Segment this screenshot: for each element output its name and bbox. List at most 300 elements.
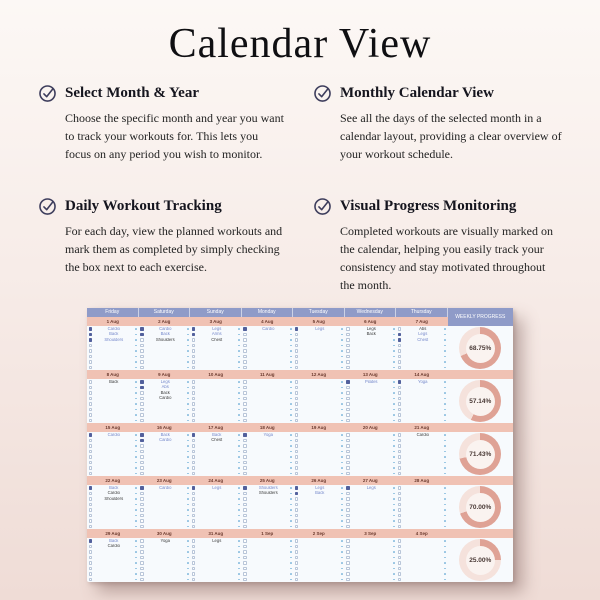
exercise-checkbox[interactable] xyxy=(346,545,350,549)
date-filler-cell xyxy=(448,529,514,538)
exercise-checkbox[interactable] xyxy=(89,344,93,348)
exercise-checkbox[interactable] xyxy=(89,450,93,454)
week-body xyxy=(87,326,513,370)
exercise-checkbox[interactable] xyxy=(398,461,402,465)
exercise-checkbox[interactable] xyxy=(192,525,196,529)
exercise-checkbox[interactable] xyxy=(140,567,144,571)
exercise-checkbox[interactable] xyxy=(295,349,299,353)
exercise-checkbox[interactable] xyxy=(140,366,144,370)
exercise-checkbox[interactable] xyxy=(89,466,93,470)
exercise-checkbox[interactable] xyxy=(295,503,299,507)
cell-marker-icon xyxy=(238,350,240,352)
exercise-checkbox[interactable] xyxy=(243,503,247,507)
exercise-checkbox[interactable] xyxy=(398,567,402,571)
exercise-checkbox[interactable] xyxy=(192,472,196,476)
exercise-checkbox[interactable] xyxy=(140,508,144,512)
exercise-checkbox[interactable] xyxy=(346,450,350,454)
exercise-checkbox[interactable] xyxy=(398,572,402,576)
exercise-checkbox[interactable] xyxy=(192,455,196,459)
exercise-checkbox[interactable] xyxy=(398,366,402,370)
exercise-checkbox[interactable] xyxy=(140,461,144,465)
exercise-checkbox[interactable] xyxy=(398,386,402,390)
exercise-checkbox[interactable] xyxy=(346,525,350,529)
exercise-checkbox[interactable] xyxy=(295,519,299,523)
exercise-checkbox[interactable] xyxy=(243,508,247,512)
exercise-checkbox[interactable] xyxy=(295,433,299,437)
exercise-checkbox[interactable] xyxy=(346,550,350,554)
cell-marker-icon xyxy=(135,434,137,436)
exercise-checkbox[interactable] xyxy=(398,545,402,549)
exercise-checkbox[interactable] xyxy=(140,519,144,523)
exercise-checkbox[interactable] xyxy=(243,344,247,348)
exercise-checkbox[interactable] xyxy=(295,439,299,443)
cell-marker-icon xyxy=(238,551,240,553)
exercise-checkbox[interactable] xyxy=(140,450,144,454)
exercise-checkbox[interactable] xyxy=(243,450,247,454)
exercise-checkbox[interactable] xyxy=(243,380,247,384)
exercise-checkbox[interactable] xyxy=(398,450,402,454)
exercise-checkbox[interactable] xyxy=(243,408,247,412)
exercise-checkbox[interactable] xyxy=(192,413,196,417)
exercise-checkbox[interactable] xyxy=(346,344,350,348)
exercise-checkbox[interactable] xyxy=(192,572,196,576)
exercise-checkbox[interactable] xyxy=(140,492,144,496)
cell-marker-icon xyxy=(444,562,446,564)
exercise-checkbox[interactable] xyxy=(243,355,247,359)
cell-marker-icon xyxy=(290,440,292,442)
exercise-checkbox[interactable] xyxy=(89,519,93,523)
exercise-checkbox[interactable] xyxy=(89,391,93,395)
cell-marker-icon xyxy=(187,434,189,436)
exercise-checkbox[interactable] xyxy=(89,355,93,359)
exercise-checkbox[interactable] xyxy=(346,539,350,543)
exercise-checkbox[interactable] xyxy=(295,338,299,342)
exercise-checkbox[interactable] xyxy=(89,408,93,412)
exercise-checkbox[interactable] xyxy=(140,550,144,554)
exercise-checkbox[interactable] xyxy=(295,572,299,576)
exercise-name: Cardio xyxy=(262,326,275,331)
cell-marker-icon xyxy=(135,540,137,542)
exercise-checkbox[interactable] xyxy=(243,391,247,395)
exercise-checkbox[interactable] xyxy=(243,386,247,390)
exercise-checkbox[interactable] xyxy=(89,419,93,423)
exercise-checkbox[interactable] xyxy=(398,439,402,443)
exercise-checkbox[interactable] xyxy=(140,561,144,565)
exercise-checkbox[interactable] xyxy=(295,550,299,554)
exercise-checkbox[interactable] xyxy=(398,497,402,501)
exercise-checkbox[interactable] xyxy=(192,556,196,560)
exercise-checkbox[interactable] xyxy=(398,561,402,565)
exercise-checkbox[interactable] xyxy=(346,578,350,582)
exercise-checkbox[interactable] xyxy=(295,391,299,395)
exercise-checkbox[interactable] xyxy=(398,578,402,582)
exercise-checkbox[interactable] xyxy=(295,561,299,565)
exercise-checkbox[interactable] xyxy=(346,413,350,417)
cell-marker-icon xyxy=(135,403,137,405)
exercise-checkbox[interactable] xyxy=(346,472,350,476)
exercise-checkbox[interactable] xyxy=(140,466,144,470)
exercise-checkbox[interactable] xyxy=(89,366,93,370)
exercise-checkbox[interactable] xyxy=(346,572,350,576)
exercise-checkbox[interactable] xyxy=(243,578,247,582)
exercise-checkbox[interactable] xyxy=(192,450,196,454)
cell-marker-icon xyxy=(444,440,446,442)
exercise-checkbox[interactable] xyxy=(89,386,93,390)
exercise-checkbox[interactable] xyxy=(243,519,247,523)
exercise-checkbox[interactable] xyxy=(192,514,196,518)
exercise-checkbox[interactable] xyxy=(243,545,247,549)
exercise-name: Cardio xyxy=(416,432,429,437)
exercise-checkbox[interactable] xyxy=(243,461,247,465)
exercise-checkbox[interactable] xyxy=(140,455,144,459)
exercise-checkbox[interactable] xyxy=(243,413,247,417)
exercise-checkbox[interactable] xyxy=(89,550,93,554)
exercise-checkbox[interactable] xyxy=(346,556,350,560)
exercise-checkbox[interactable] xyxy=(295,578,299,582)
exercise-checkbox[interactable] xyxy=(192,366,196,370)
exercise-name: Yoga xyxy=(263,432,273,437)
exercise-checkbox[interactable] xyxy=(89,525,93,529)
exercise-checkbox[interactable] xyxy=(243,539,247,543)
exercise-name: Shoulders xyxy=(258,485,278,490)
cell-marker-icon xyxy=(393,414,395,416)
exercise-checkbox[interactable] xyxy=(192,519,196,523)
exercise-checkbox[interactable] xyxy=(192,386,196,390)
cell-marker-icon xyxy=(290,573,292,575)
exercise-checkbox[interactable] xyxy=(243,556,247,560)
exercise-checkbox[interactable] xyxy=(398,349,402,353)
exercise-checkbox[interactable] xyxy=(398,402,402,406)
exercise-checkbox[interactable] xyxy=(295,333,299,337)
exercise-checkbox[interactable] xyxy=(243,472,247,476)
exercise-name: Shoulders xyxy=(104,337,124,342)
exercise-checkbox[interactable] xyxy=(295,344,299,348)
exercise-checkbox[interactable] xyxy=(398,492,402,496)
cell-marker-icon xyxy=(393,493,395,495)
cell-marker-icon xyxy=(290,546,292,548)
exercise-checkbox[interactable] xyxy=(140,497,144,501)
exercise-checkbox[interactable] xyxy=(295,539,299,543)
exercise-checkbox[interactable] xyxy=(192,380,196,384)
exercise-checkbox[interactable] xyxy=(89,413,93,417)
exercise-checkbox[interactable] xyxy=(295,355,299,359)
exercise-checkbox[interactable] xyxy=(243,550,247,554)
cell-marker-icon xyxy=(238,434,240,436)
exercise-checkbox[interactable] xyxy=(398,360,402,364)
exercise-checkbox[interactable] xyxy=(295,472,299,476)
exercise-checkbox[interactable] xyxy=(89,508,93,512)
exercise-checkbox[interactable] xyxy=(89,402,93,406)
cell-marker-icon xyxy=(135,557,137,559)
exercise-checkbox[interactable] xyxy=(192,497,196,501)
exercise-checkbox[interactable] xyxy=(398,550,402,554)
cell-marker-icon xyxy=(444,557,446,559)
exercise-checkbox[interactable] xyxy=(398,355,402,359)
exercise-checkbox[interactable] xyxy=(295,567,299,571)
exercise-checkbox[interactable] xyxy=(295,444,299,448)
exercise-checkbox[interactable] xyxy=(89,503,93,507)
cell-marker-icon xyxy=(341,409,343,411)
exercise-checkbox[interactable] xyxy=(89,397,93,401)
cell-marker-icon xyxy=(341,462,343,464)
cell-marker-icon xyxy=(238,520,240,522)
exercise-checkbox[interactable] xyxy=(295,413,299,417)
exercise-checkbox[interactable] xyxy=(295,455,299,459)
cell-marker-icon xyxy=(290,467,292,469)
exercise-checkbox[interactable] xyxy=(243,439,247,443)
exercise-checkbox[interactable] xyxy=(243,455,247,459)
exercise-checkbox[interactable] xyxy=(346,338,350,342)
exercise-name: Back xyxy=(315,491,325,496)
exercise-checkbox[interactable] xyxy=(398,503,402,507)
exercise-checkbox[interactable] xyxy=(243,497,247,501)
exercise-cell xyxy=(87,577,139,583)
exercise-checkbox[interactable] xyxy=(192,402,196,406)
exercise-checkbox[interactable] xyxy=(295,380,299,384)
exercise-checkbox[interactable] xyxy=(192,561,196,565)
date-cell: 16 Aug xyxy=(139,423,191,432)
exercise-checkbox[interactable] xyxy=(89,567,93,571)
exercise-checkbox[interactable] xyxy=(346,461,350,465)
exercise-checkbox[interactable] xyxy=(346,439,350,443)
exercise-checkbox[interactable] xyxy=(140,408,144,412)
exercise-checkbox[interactable] xyxy=(346,360,350,364)
cell-marker-icon xyxy=(290,398,292,400)
exercise-checkbox[interactable] xyxy=(346,391,350,395)
exercise-checkbox[interactable] xyxy=(89,556,93,560)
exercise-checkbox[interactable] xyxy=(295,525,299,529)
exercise-checkbox[interactable] xyxy=(346,433,350,437)
exercise-checkbox[interactable] xyxy=(89,578,93,582)
day-grid xyxy=(87,538,448,582)
exercise-checkbox[interactable] xyxy=(295,514,299,518)
exercise-checkbox[interactable] xyxy=(140,514,144,518)
exercise-checkbox[interactable] xyxy=(398,466,402,470)
exercise-checkbox[interactable] xyxy=(346,466,350,470)
exercise-checkbox[interactable] xyxy=(140,525,144,529)
exercise-checkbox[interactable] xyxy=(192,550,196,554)
exercise-checkbox[interactable] xyxy=(346,366,350,370)
exercise-checkbox[interactable] xyxy=(192,461,196,465)
exercise-checkbox[interactable] xyxy=(295,386,299,390)
exercise-checkbox[interactable] xyxy=(243,444,247,448)
cell-marker-icon xyxy=(290,551,292,553)
feature-title: Visual Progress Monitoring xyxy=(340,198,517,215)
exercise-checkbox[interactable] xyxy=(192,578,196,582)
exercise-checkbox[interactable] xyxy=(346,508,350,512)
exercise-checkbox[interactable] xyxy=(243,561,247,565)
cell-marker-icon xyxy=(135,350,137,352)
exercise-checkbox[interactable] xyxy=(346,455,350,459)
exercise-checkbox[interactable] xyxy=(398,444,402,448)
cell-marker-icon xyxy=(290,414,292,416)
exercise-checkbox[interactable] xyxy=(346,419,350,423)
exercise-checkbox[interactable] xyxy=(295,397,299,401)
exercise-checkbox[interactable] xyxy=(140,578,144,582)
exercise-checkbox[interactable] xyxy=(243,466,247,470)
cell-marker-icon xyxy=(444,367,446,369)
exercise-checkbox[interactable] xyxy=(192,397,196,401)
exercise-checkbox[interactable] xyxy=(398,391,402,395)
exercise-checkbox[interactable] xyxy=(295,360,299,364)
exercise-checkbox[interactable] xyxy=(192,444,196,448)
exercise-checkbox[interactable] xyxy=(192,545,196,549)
exercise-checkbox[interactable] xyxy=(192,508,196,512)
cell-marker-icon xyxy=(238,381,240,383)
cell-marker-icon xyxy=(290,409,292,411)
exercise-checkbox[interactable] xyxy=(346,444,350,448)
exercise-checkbox[interactable] xyxy=(398,413,402,417)
exercise-checkbox[interactable] xyxy=(243,419,247,423)
exercise-checkbox[interactable] xyxy=(346,349,350,353)
exercise-name: Cardio xyxy=(107,491,120,496)
exercise-checkbox[interactable] xyxy=(346,402,350,406)
exercise-checkbox[interactable] xyxy=(295,545,299,549)
exercise-checkbox[interactable] xyxy=(346,408,350,412)
cell-marker-icon xyxy=(393,456,395,458)
exercise-checkbox[interactable] xyxy=(89,561,93,565)
exercise-checkbox[interactable] xyxy=(89,455,93,459)
exercise-checkbox[interactable] xyxy=(192,492,196,496)
exercise-checkbox[interactable] xyxy=(192,503,196,507)
exercise-checkbox[interactable] xyxy=(295,419,299,423)
exercise-checkbox[interactable] xyxy=(398,486,402,490)
exercise-checkbox[interactable] xyxy=(346,497,350,501)
exercise-checkbox[interactable] xyxy=(398,508,402,512)
exercise-checkbox[interactable] xyxy=(398,514,402,518)
cell-marker-icon xyxy=(290,403,292,405)
exercise-checkbox[interactable] xyxy=(398,472,402,476)
exercise-checkbox[interactable] xyxy=(398,539,402,543)
exercise-checkbox[interactable] xyxy=(89,444,93,448)
exercise-checkbox[interactable] xyxy=(140,503,144,507)
exercise-checkbox[interactable] xyxy=(140,349,144,353)
exercise-checkbox[interactable] xyxy=(89,349,93,353)
exercise-checkbox[interactable] xyxy=(243,567,247,571)
cell-marker-icon xyxy=(444,546,446,548)
exercise-checkbox[interactable] xyxy=(398,525,402,529)
exercise-checkbox[interactable] xyxy=(192,408,196,412)
exercise-checkbox[interactable] xyxy=(295,450,299,454)
cell-marker-icon xyxy=(290,420,292,422)
day-header-row xyxy=(87,308,513,321)
cell-marker-icon xyxy=(444,345,446,347)
exercise-checkbox[interactable] xyxy=(140,444,144,448)
exercise-checkbox[interactable] xyxy=(192,355,196,359)
cell-marker-icon xyxy=(238,345,240,347)
exercise-checkbox[interactable] xyxy=(398,344,402,348)
exercise-checkbox[interactable] xyxy=(346,492,350,496)
exercise-checkbox[interactable] xyxy=(295,408,299,412)
exercise-checkbox[interactable] xyxy=(295,508,299,512)
exercise-checkbox[interactable] xyxy=(398,556,402,560)
cell-marker-icon xyxy=(341,498,343,500)
exercise-checkbox[interactable] xyxy=(398,397,402,401)
exercise-name: Shoulders xyxy=(258,491,278,496)
date-cell: 13 Aug xyxy=(345,370,397,379)
exercise-checkbox[interactable] xyxy=(398,419,402,423)
exercise-name: Cardio xyxy=(159,438,172,443)
cell-marker-icon xyxy=(393,356,395,358)
exercise-checkbox[interactable] xyxy=(192,391,196,395)
exercise-checkbox[interactable] xyxy=(346,397,350,401)
check-circle-icon xyxy=(313,197,332,216)
exercise-checkbox[interactable] xyxy=(140,355,144,359)
exercise-checkbox[interactable] xyxy=(398,408,402,412)
exercise-checkbox[interactable] xyxy=(89,439,93,443)
cell-marker-icon xyxy=(444,467,446,469)
progress-donut xyxy=(459,539,501,581)
date-cell: 4 Sep xyxy=(396,529,448,538)
exercise-checkbox[interactable] xyxy=(398,519,402,523)
exercise-checkbox[interactable] xyxy=(192,567,196,571)
exercise-checkbox[interactable] xyxy=(295,461,299,465)
week-body xyxy=(87,538,513,582)
exercise-checkbox[interactable] xyxy=(295,366,299,370)
exercise-checkbox[interactable] xyxy=(295,497,299,501)
exercise-checkbox[interactable] xyxy=(89,472,93,476)
exercise-checkbox[interactable] xyxy=(398,455,402,459)
exercise-checkbox[interactable] xyxy=(140,413,144,417)
exercise-checkbox[interactable] xyxy=(243,525,247,529)
exercise-checkbox[interactable] xyxy=(243,349,247,353)
exercise-checkbox[interactable] xyxy=(295,466,299,470)
exercise-checkbox[interactable] xyxy=(192,349,196,353)
exercise-checkbox[interactable] xyxy=(346,355,350,359)
cell-marker-icon xyxy=(187,392,189,394)
exercise-checkbox[interactable] xyxy=(346,567,350,571)
cell-marker-icon xyxy=(393,515,395,517)
progress-percentage: 57.14% xyxy=(469,397,492,405)
exercise-checkbox[interactable] xyxy=(192,360,196,364)
exercise-checkbox[interactable] xyxy=(140,545,144,549)
exercise-checkbox[interactable] xyxy=(140,572,144,576)
exercise-checkbox[interactable] xyxy=(346,503,350,507)
exercise-checkbox[interactable] xyxy=(89,461,93,465)
exercise-checkbox[interactable] xyxy=(140,472,144,476)
exercise-checkbox[interactable] xyxy=(243,397,247,401)
exercise-checkbox[interactable] xyxy=(140,419,144,423)
exercise-checkbox[interactable] xyxy=(243,360,247,364)
exercise-checkbox[interactable] xyxy=(89,514,93,518)
exercise-checkbox[interactable] xyxy=(243,366,247,370)
exercise-checkbox[interactable] xyxy=(140,360,144,364)
exercise-checkbox[interactable] xyxy=(295,556,299,560)
cell-marker-icon xyxy=(135,387,137,389)
exercise-checkbox[interactable] xyxy=(346,561,350,565)
exercise-checkbox[interactable] xyxy=(295,402,299,406)
exercise-checkbox[interactable] xyxy=(192,466,196,470)
exercise-checkbox[interactable] xyxy=(346,386,350,390)
exercise-checkbox[interactable] xyxy=(192,419,196,423)
exercise-checkbox[interactable] xyxy=(140,556,144,560)
exercise-checkbox[interactable] xyxy=(346,514,350,518)
exercise-checkbox[interactable] xyxy=(243,402,247,406)
exercise-checkbox[interactable] xyxy=(346,519,350,523)
exercise-checkbox[interactable] xyxy=(243,333,247,337)
check-circle-icon xyxy=(38,84,57,103)
cell-marker-icon xyxy=(135,504,137,506)
exercise-checkbox[interactable] xyxy=(243,338,247,342)
exercise-checkbox[interactable] xyxy=(89,572,93,576)
exercise-checkbox[interactable] xyxy=(243,572,247,576)
cell-marker-icon xyxy=(341,339,343,341)
exercise-checkbox[interactable] xyxy=(140,344,144,348)
exercise-checkbox[interactable] xyxy=(192,344,196,348)
exercise-checkbox[interactable] xyxy=(140,402,144,406)
exercise-checkbox[interactable] xyxy=(89,360,93,364)
exercise-checkbox[interactable] xyxy=(243,514,247,518)
